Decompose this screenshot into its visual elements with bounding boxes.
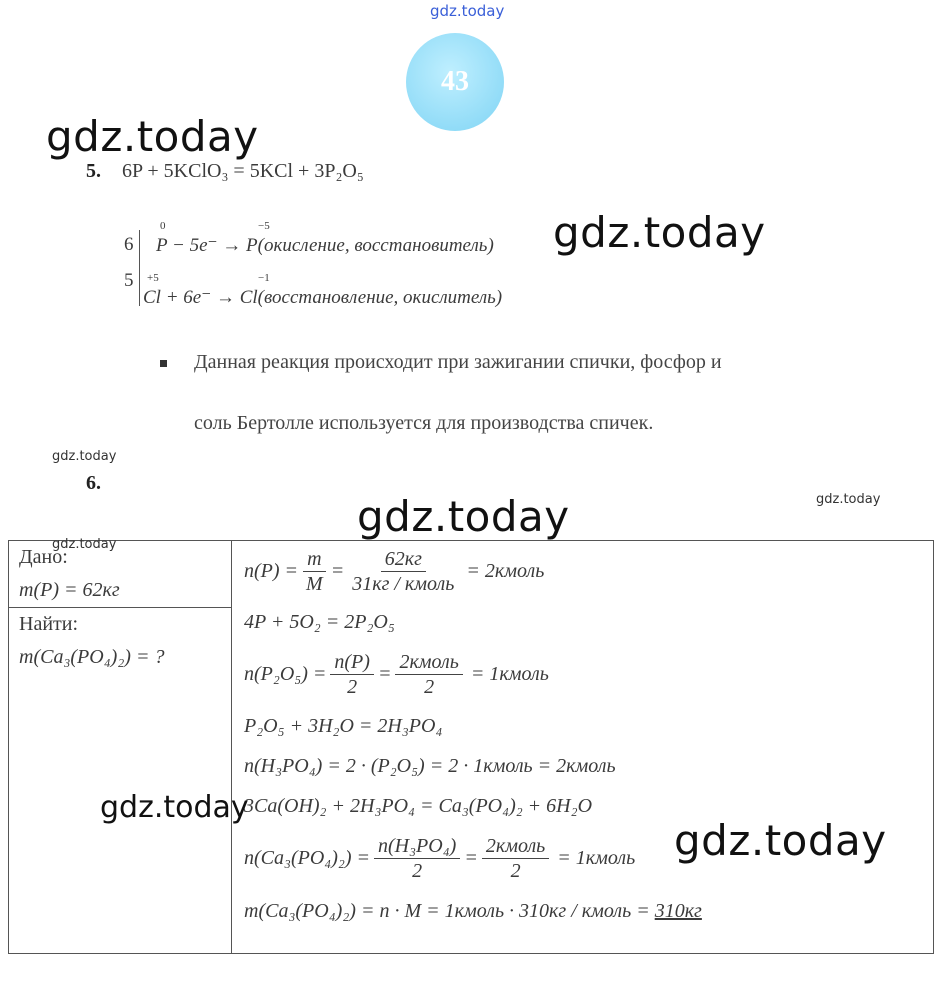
solution-line-6: 3Ca(OH)₂ + 2H₃PO₄ = Ca₃(PO₄)₂ + 6H₂O [244, 794, 593, 817]
solution-line-2: 4P + 5O₂ = 2P₂O₅ [244, 610, 395, 633]
final-answer: 310кг [654, 899, 702, 922]
solution-cell [232, 541, 934, 954]
balance-coef-2: 5 [124, 270, 134, 291]
note-line-1: Данная реакция происходит при зажигании спички, фосфор и [194, 351, 722, 373]
task-6-number: 6. [86, 472, 101, 494]
task-5-equation: 6P + 5KClO₃ = 5KCl + 3P₂O₅ [122, 160, 364, 182]
ox-state-p-product: −5 [258, 220, 270, 232]
solution-line-5: n(H₃PO₄) = 2 · (P₂O₅) = 2 · 1кмоль = 2кмоль [244, 754, 616, 777]
watermark: gdz.today [674, 816, 887, 865]
balance-row-1: P − 5e⁻ → P(окисление, восстановитель) [156, 235, 494, 256]
ox-state-p: 0 [160, 220, 166, 232]
watermark: gdz.today [46, 112, 259, 161]
solution-line-8: m(Ca₃(PO₄)₂) = n · M = 1кмоль · 310кг / кмоль = 310кг [244, 899, 702, 922]
page-number: 43 [441, 66, 469, 97]
watermark: gdz.today [357, 492, 570, 541]
task-5-number: 5. [86, 160, 101, 182]
note-line-2: соль Бертолле используется для производства спичек. [194, 412, 654, 434]
bullet-icon [160, 360, 167, 367]
given-label: Дано: [19, 546, 68, 568]
watermark: gdz.today [52, 537, 117, 552]
find-value: m(Ca₃(PO₄)₂) = ? [19, 646, 165, 668]
watermark: gdz.today [100, 790, 249, 825]
solution-line-3: n(P₂O₅) = $\frac{n(P)}{2}$ = $\frac{\text{2кмоль}}{2}$ = 1кмоль [244, 650, 549, 698]
given-cell [9, 541, 232, 608]
watermark: gdz.today [816, 492, 881, 507]
find-cell [9, 608, 232, 954]
balance-coef-1: 6 [124, 234, 134, 255]
solution-line-1: n(P) = $\frac{m}{M}$ = $\frac{62кг}{\text{31кг / кмоль}}$ = 2кмоль [244, 547, 545, 595]
page-number-badge [406, 33, 504, 131]
watermark-top: gdz.today [430, 2, 505, 20]
watermark: gdz.today [52, 449, 117, 464]
watermark: gdz.today [553, 208, 766, 257]
solution-line-7: n(Ca₃(PO₄)₂) = $\frac{\text{n(H₃PO₄)}}{2}$ = $\frac{\text{2кмоль}}{2}$ = 1кмоль [244, 834, 636, 882]
solution-table [8, 540, 934, 954]
ox-state-cl-product: −1 [258, 272, 270, 284]
balance-divider [139, 230, 140, 306]
ox-state-cl: +5 [147, 272, 159, 284]
balance-row-2: Cl + 6e⁻ → Cl(восстановление, окислитель) [143, 287, 503, 308]
solution-line-4: P₂O₅ + 3H₂O = 2H₃PO₄ [244, 714, 443, 737]
given-value: m(P) = 62кг [19, 579, 120, 601]
find-label: Найти: [19, 613, 79, 635]
